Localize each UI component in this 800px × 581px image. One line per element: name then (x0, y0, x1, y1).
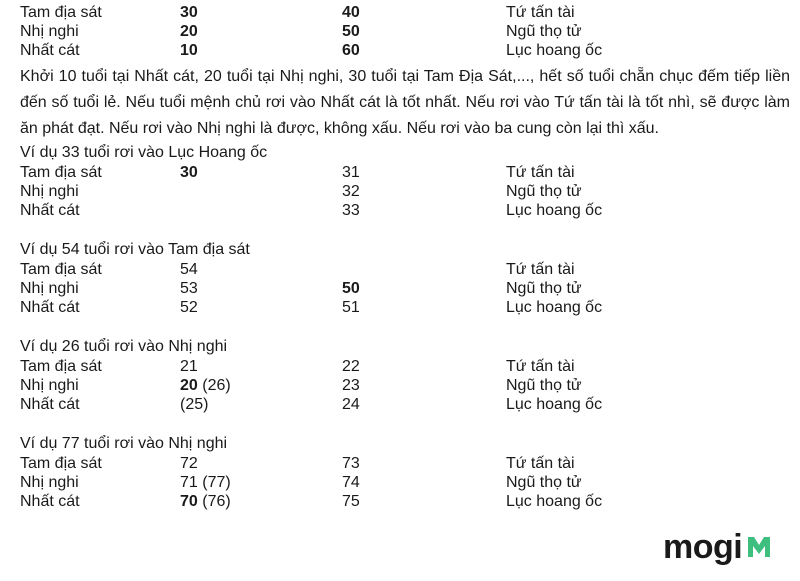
cell-text: 73 (342, 455, 360, 472)
cell-value (342, 492, 506, 511)
example-block (20, 433, 790, 511)
cell-text: 52 (180, 299, 198, 316)
cell-text: 24 (342, 396, 360, 413)
cell-value (180, 279, 342, 298)
cell-value (342, 163, 506, 182)
cell-value: 40 (342, 4, 360, 21)
cell-label: Ngũ thọ tử (506, 183, 582, 200)
explanation-paragraph: Khởi 10 tuổi tại Nhất cát, 20 tuổi tại Nhị nghi, 30 tuổi tại Tam Địa Sát,..., hết số tuổi chẵn chục đếm tiếp liền đến số tuổi lẻ. Nếu tuổi mệnh chủ rơi vào Nhất cát là tốt nhất. Nếu rơi vào Tứ tấn tài là tốt nhì, sẽ được làm ăn phát đạt. Nếu rơi vào Nhị nghi là được, không xấu. Nếu rơi vào ba cung còn lại thì xấu. (20, 68, 790, 137)
document-body (20, 3, 790, 511)
cell-text: 53 (180, 280, 198, 297)
cell-label: Tam địa sát (20, 358, 102, 375)
table-row (20, 395, 790, 414)
cell-value (342, 279, 506, 298)
cell-label: Ngũ thọ tử (506, 23, 582, 40)
cell-value (180, 395, 342, 414)
cell-label: Lục hoang ốc (506, 493, 603, 510)
spacer (20, 317, 790, 336)
mogi-m-logo-mark-icon (746, 534, 772, 560)
cell-value (342, 376, 506, 395)
cell-value: 50 (342, 23, 360, 40)
cell-bold: 70 (180, 493, 198, 510)
example-caption: Ví dụ 33 tuổi rơi vào Lục Hoang ốc (20, 144, 268, 161)
table-row (20, 357, 790, 376)
cell-value (180, 260, 342, 279)
cell-value (342, 182, 506, 201)
spacer (20, 220, 790, 239)
cell-text: 74 (342, 474, 360, 491)
cell-value (180, 182, 342, 201)
cell-label: Nhị nghi (20, 23, 79, 40)
cell-text: 51 (342, 299, 360, 316)
cell-bold: 20 (180, 377, 198, 394)
cell-label: Ngũ thọ tử (506, 474, 582, 491)
cell-label: Tam địa sát (20, 164, 102, 181)
table-row (20, 492, 790, 511)
cell-value (342, 201, 506, 220)
cell-text: 33 (342, 202, 360, 219)
cell-value (180, 298, 342, 317)
cell-label: Tứ tấn tài (506, 4, 575, 21)
cell-value: 10 (180, 42, 198, 59)
cell-text: 54 (180, 261, 198, 278)
cell-label: Tứ tấn tài (506, 455, 575, 472)
cell-text: (25) (180, 396, 209, 413)
cell-label: Nhất cát (20, 42, 80, 59)
table-row (20, 473, 790, 492)
cell-label: Nhị nghi (20, 183, 79, 200)
cell-value (342, 454, 506, 473)
example-block (20, 336, 790, 414)
cell-value (180, 454, 342, 473)
example-caption: Ví dụ 77 tuổi rơi vào Nhị nghi (20, 435, 228, 452)
cell-label: Tam địa sát (20, 261, 102, 278)
table-row (20, 3, 790, 22)
cell-value (180, 357, 342, 376)
cell-label: Nhất cát (20, 202, 80, 219)
cell-value (342, 260, 506, 279)
cell-text: 22 (342, 358, 360, 375)
cell-label: Tứ tấn tài (506, 358, 575, 375)
example-block (20, 142, 790, 220)
table-row (20, 260, 790, 279)
cell-label: Nhị nghi (20, 377, 79, 394)
top-table (20, 3, 790, 60)
cell-label: Ngũ thọ tử (506, 377, 582, 394)
cell-label: Tam địa sát (20, 455, 102, 472)
table-row (20, 376, 790, 395)
cell-value (342, 473, 506, 492)
cell-label: Nhất cát (20, 299, 80, 316)
table-row (20, 182, 790, 201)
cell-label: Nhị nghi (20, 474, 79, 491)
cell-value (180, 201, 342, 220)
cell-label: Ngũ thọ tử (506, 280, 582, 297)
example-caption: Ví dụ 54 tuổi rơi vào Tam địa sát (20, 241, 250, 258)
cell-label: Tam địa sát (20, 4, 102, 21)
mogi-logo (663, 530, 772, 564)
cell-label: Tứ tấn tài (506, 261, 575, 278)
cell-text: (76) (197, 493, 231, 510)
table-row (20, 454, 790, 473)
cell-label: Tứ tấn tài (506, 164, 575, 181)
cell-value (342, 395, 506, 414)
cell-text: 75 (342, 493, 360, 510)
cell-value (180, 492, 342, 511)
cell-value (342, 298, 506, 317)
table-row (20, 163, 790, 182)
table-row (20, 201, 790, 220)
table-row (20, 279, 790, 298)
table-row (20, 41, 790, 60)
cell-text: 31 (342, 164, 360, 181)
spacer (20, 414, 790, 433)
cell-label: Lục hoang ốc (506, 202, 603, 219)
cell-label: Nhị nghi (20, 280, 79, 297)
cell-label: Lục hoang ốc (506, 396, 603, 413)
table-row (20, 298, 790, 317)
cell-label: Nhất cát (20, 396, 80, 413)
cell-value: 20 (180, 23, 198, 40)
cell-label: Nhất cát (20, 493, 80, 510)
cell-text: 23 (342, 377, 360, 394)
cell-value (342, 357, 506, 376)
cell-text: 72 (180, 455, 198, 472)
example-caption: Ví dụ 26 tuổi rơi vào Nhị nghi (20, 338, 228, 355)
cell-text: 21 (180, 358, 198, 375)
cell-bold: 30 (180, 164, 198, 181)
cell-value (180, 163, 342, 182)
cell-bold: 50 (342, 280, 360, 297)
cell-value: 60 (342, 42, 360, 59)
logo-text: mogi (663, 528, 743, 566)
cell-label: Lục hoang ốc (506, 299, 603, 316)
cell-label: Lục hoang ốc (506, 42, 603, 59)
cell-text: 71 (77) (180, 474, 231, 491)
cell-text: (26) (197, 377, 231, 394)
example-block (20, 239, 790, 317)
cell-value (180, 473, 342, 492)
table-row (20, 22, 790, 41)
cell-value: 30 (180, 4, 198, 21)
cell-value (180, 376, 342, 395)
cell-text: 32 (342, 183, 360, 200)
